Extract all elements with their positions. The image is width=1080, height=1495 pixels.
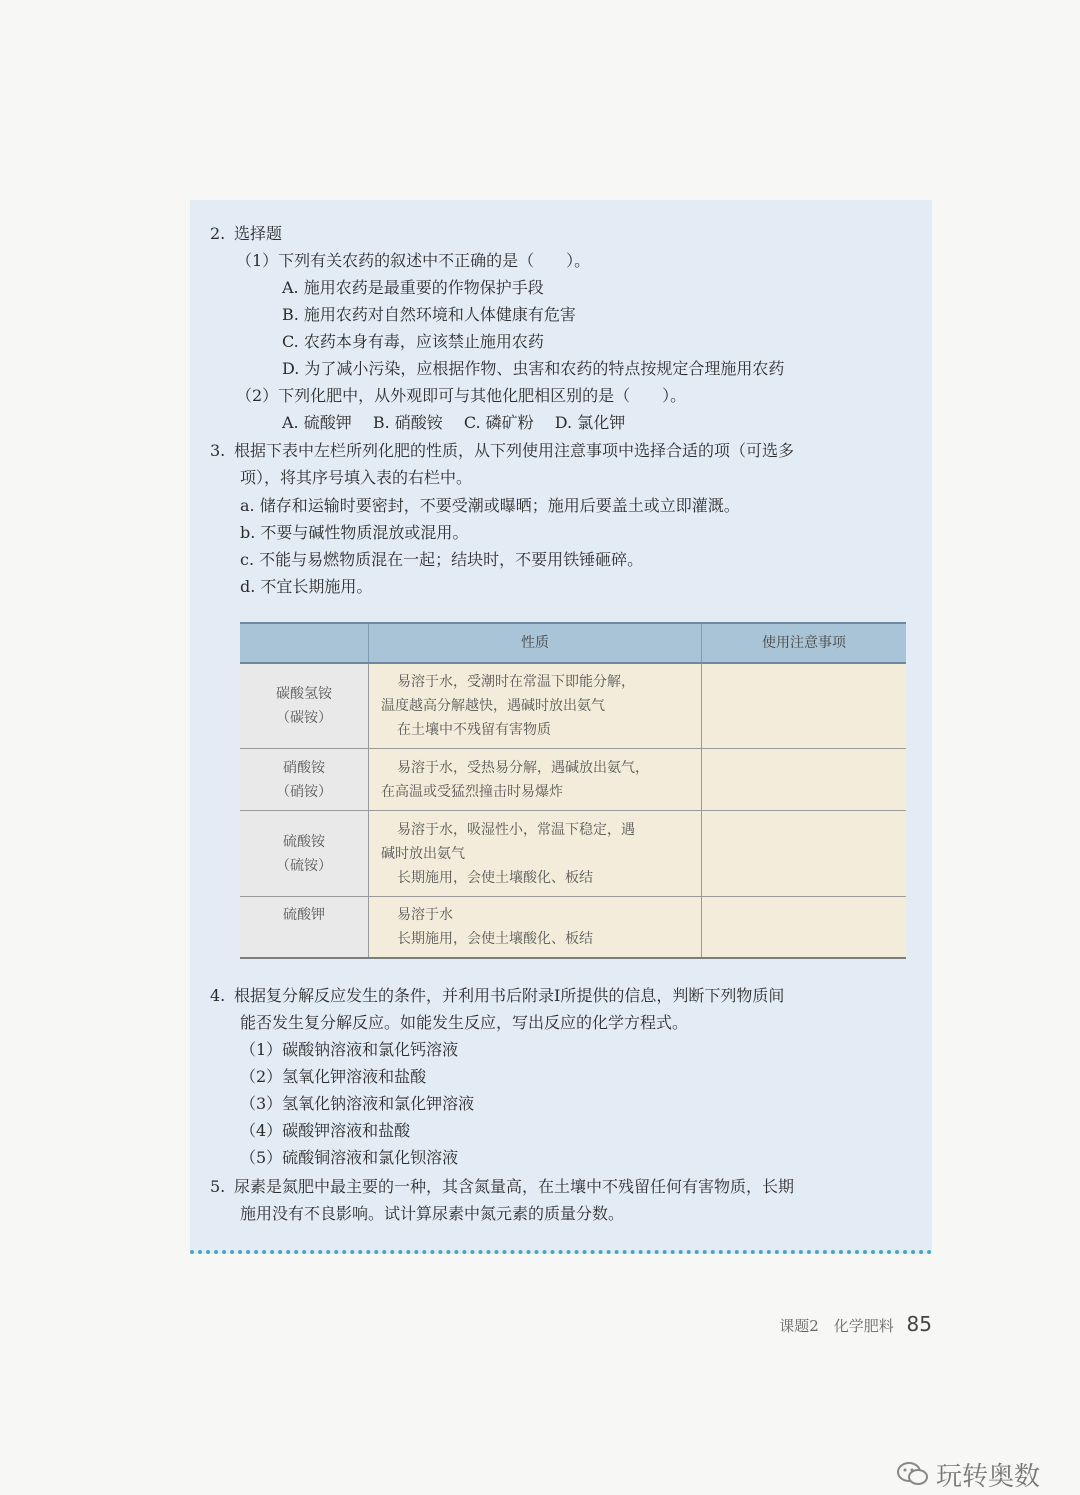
question-number: 3. (210, 441, 226, 460)
q2-sub1-stem: （1）下列有关农药的叙述中不正确的是（ ）。 (236, 251, 591, 270)
question-number: 5. (210, 1177, 226, 1196)
usage-notes-cell[interactable] (702, 897, 907, 959)
usage-notes-cell[interactable] (702, 811, 907, 897)
q2-sub1-option-b: B. 施用农药对自然环境和人体健康有危害 (282, 305, 576, 324)
question-number: 4. (210, 986, 226, 1005)
fertilizer-name-cell: 硝酸铵 （硝铵） (240, 749, 369, 811)
table-row (240, 811, 906, 897)
question-5-line1: 5. 尿素是氮肥中最主要的一种，其含氮量高，在土壤中不残留任何有害物质，长期 (210, 1177, 795, 1196)
property-cell: 易溶于水，受潮时在常温下即能分解， 温度越高分解越快，遇碱时放出氨气 在土壤中不残留有害物质 (369, 663, 702, 749)
header-blank (240, 623, 369, 663)
header-usage-notes: 使用注意事项 (702, 623, 907, 663)
table-row (240, 749, 906, 811)
q2-sub1-option-d: D. 为了减小污染，应根据作物、虫害和农药的特点按规定合理施用农药 (282, 359, 785, 378)
property-cell: 易溶于水，受热易分解，遇碱放出氨气， 在高温或受猛烈撞击时易爆炸 (369, 749, 702, 811)
question-3-line2: 项），将其序号填入表的右栏中。 (240, 468, 473, 487)
page-footer (779, 1312, 932, 1336)
fertilizer-name-cell: 硫酸钾 (240, 897, 369, 959)
question-number: 2. (210, 224, 226, 243)
q2-sub2-options: A. 硫酸钾 B. 硝酸铵 C. 磷矿粉 D. 氯化钾 (282, 413, 626, 432)
q4-item-5: （5）硫酸铜溶液和氯化钡溶液 (240, 1148, 459, 1167)
q3-item-a: a. 储存和运输时要密封，不要受潮或曝晒；施用后要盖土或立即灌溉。 (240, 496, 740, 515)
table-row (240, 897, 906, 959)
usage-notes-cell[interactable] (702, 749, 907, 811)
question-4-line2: 能否发生复分解反应。如能发生反应，写出反应的化学方程式。 (240, 1013, 689, 1032)
q4-item-4: （4）碳酸钾溶液和盐酸 (240, 1121, 411, 1140)
q3-item-b: b. 不要与碱性物质混放或混用。 (240, 523, 469, 542)
question-2-title: 2. 选择题 (210, 224, 283, 243)
q4-item-3: （3）氢氧化钠溶液和氯化钾溶液 (240, 1094, 475, 1113)
watermark (896, 1456, 1040, 1495)
question-4-line1: 4. 根据复分解反应发生的条件，并利用书后附录Ⅰ所提供的信息，判断下列物质间 (210, 986, 785, 1005)
fertilizer-name-cell: 硫酸铵 （硫铵） (240, 811, 369, 897)
table-header-row (240, 623, 906, 663)
q2-sub1-option-c: C. 农药本身有毒，应该禁止施用农药 (282, 332, 544, 351)
q3-item-c: c. 不能与易燃物质混在一起；结块时，不要用铁锤砸碎。 (240, 550, 644, 569)
q3-item-d: d. 不宜长期施用。 (240, 577, 373, 596)
property-cell: 易溶于水，吸湿性小，常温下稳定，遇 碱时放出氨气 长期施用，会使土壤酸化、板结 (369, 811, 702, 897)
q2-sub1-option-a: A. 施用农药是最重要的作物保护手段 (282, 278, 544, 297)
header-properties: 性质 (369, 623, 702, 663)
chapter-title: 课题2 化学肥料 (779, 1317, 894, 1335)
q4-item-2: （2）氢氧化钾溶液和盐酸 (240, 1067, 427, 1086)
table-row (240, 663, 906, 749)
property-cell: 易溶于水 长期施用，会使土壤酸化、板结 (369, 897, 702, 959)
page-number: 85 (906, 1312, 932, 1336)
question-3-line1: 3. 根据下表中左栏所列化肥的性质，从下列使用注意事项中选择合适的项（可选多 (210, 441, 795, 460)
q2-sub2-stem: （2）下列化肥中，从外观即可与其他化肥相区别的是（ ）。 (236, 386, 687, 405)
question-5-line2: 施用没有不良影响。试计算尿素中氮元素的质量分数。 (240, 1204, 625, 1223)
wechat-icon (896, 1460, 930, 1495)
usage-notes-cell[interactable] (702, 663, 907, 749)
watermark-text: 玩转奥数 (936, 1462, 1041, 1492)
fertilizer-name-cell: 碳酸氢铵 （碳铵） (240, 663, 369, 749)
q4-item-1: （1）碳酸钠溶液和氯化钙溶液 (240, 1040, 459, 1059)
fertilizer-properties-table (240, 622, 906, 959)
